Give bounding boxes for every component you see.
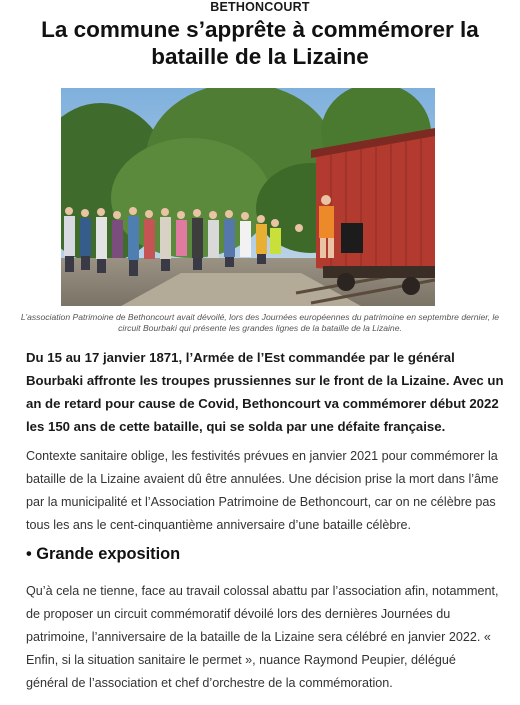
article-lead: Du 15 au 17 janvier 1871, l’Armée de l’Est commandée par le général Bourbaki affronte les troupes prussiennes sur le front de la Lizaine. Avec un an de retard pour cause de Covid, Bethoncourt va commémorer début 2022 les 150 ans de cette bataille, qui se solda par une défaite française. bbox=[26, 350, 504, 434]
article-headline: La commune s’apprête à commémorer la bataille de la Lizaine bbox=[41, 17, 479, 69]
article-paragraph: Contexte sanitaire oblige, les festivités prévues en janvier 2021 pour commémorer la bataille de la Lizaine avaient dû être annulées. Une décision prise la mort dans l’âme par la municipalité et l’Association Patrimoine de Bethoncourt, car on ne célèbre pas tous les ans le cent-cinquantième anniversaire d’une bataille célèbre. bbox=[26, 449, 499, 532]
photo-caption: L’association Patrimoine de Bethoncourt avait dévoilé, lors des Journées européennes du patrimoine en septembre dernier, le circuit Bourbaki qui présente les grandes lignes de la bataille de la Lizaine. bbox=[20, 312, 500, 333]
article-photo bbox=[61, 88, 435, 306]
wagon-sign bbox=[341, 223, 363, 253]
group-visit-photo bbox=[61, 88, 435, 306]
article-paragraph: Qu’à cela ne tienne, face au travail colossal abattu par l’association afin, notamment, de proposer un circuit commémoratif dévoilé lors des dernières Journées du patrimoine, l’anniversaire de la bataille de la Lizaine sera célébré en janvier 2022. « Enfin, si la situation sanitaire le permet », nuance Raymond Peupier, délégué général de l’association et chef d’orchestre de la commémoration. bbox=[26, 584, 499, 690]
guide bbox=[319, 206, 334, 238]
article-kicker: BETHONCOURT bbox=[210, 0, 310, 14]
section-subheading: • Grande exposition bbox=[26, 545, 181, 563]
